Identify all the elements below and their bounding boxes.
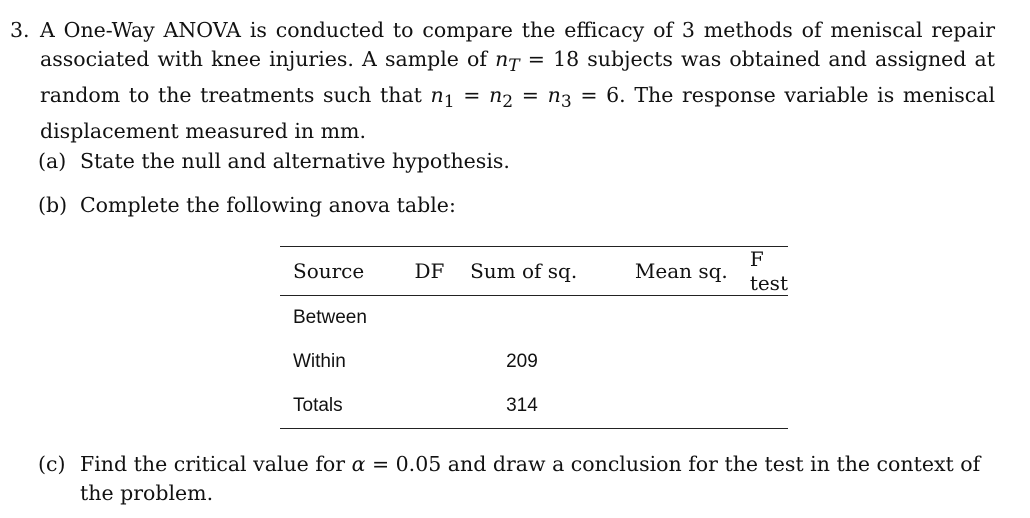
table-row-between xyxy=(280,296,788,341)
problem-3 xyxy=(10,16,995,146)
n3-symbol: n xyxy=(547,83,561,108)
anova-header-row xyxy=(280,247,788,296)
part-c xyxy=(38,450,988,508)
intro-text-2: = 18 subjects was obtained and assigned at random to the treatments such that xyxy=(40,47,995,108)
table-row-totals xyxy=(280,384,788,429)
cell-ms-within xyxy=(635,340,750,384)
equals-1: = xyxy=(454,83,490,108)
cell-ms-totals xyxy=(635,384,750,429)
cell-ss-between xyxy=(470,296,635,341)
n1-symbol: n xyxy=(430,83,444,108)
anova-table xyxy=(280,246,788,429)
alpha-symbol: α xyxy=(351,452,366,476)
cell-source-between: Between xyxy=(293,307,367,328)
equals-2: = xyxy=(513,83,548,108)
part-a xyxy=(38,147,988,176)
header-source: Source xyxy=(293,259,365,283)
header-mean-sq: Mean sq. xyxy=(634,259,728,283)
cell-df-within xyxy=(414,340,470,384)
intro-text-3: = 6. The response variable is meniscal displacement measured in mm. xyxy=(40,83,996,144)
part-b-text: Complete the following anova table: xyxy=(80,193,456,217)
problem-statement xyxy=(10,16,995,146)
problem-intro xyxy=(40,16,995,146)
n1-subscript: 1 xyxy=(443,92,455,113)
part-c-text-2: = 0.05 and draw a conclusion for the test in the context of the problem. xyxy=(80,452,981,505)
n3-subscript: 3 xyxy=(560,92,572,113)
cell-df-totals xyxy=(414,384,470,429)
cell-f-within xyxy=(750,340,788,384)
cell-f-totals xyxy=(750,384,788,429)
header-sum-of-sq: Sum of sq. xyxy=(470,259,578,283)
cell-source-totals: Totals xyxy=(293,395,343,416)
cell-ss-totals: 314 xyxy=(506,395,538,416)
part-b xyxy=(38,191,988,220)
part-c-text-1: Find the critical value for xyxy=(80,452,352,476)
table-row-within xyxy=(280,340,788,384)
n2-subscript: 2 xyxy=(502,92,514,113)
cell-df-between xyxy=(414,296,470,341)
n2-symbol: n xyxy=(489,83,503,108)
cell-ss-within: 209 xyxy=(506,351,538,372)
problem-number: 3. xyxy=(10,18,30,42)
n-total-subscript: T xyxy=(508,56,520,77)
header-f-test: F test xyxy=(749,247,788,295)
header-df: DF xyxy=(414,259,445,283)
cell-ms-between xyxy=(635,296,750,341)
part-c-label: (c) xyxy=(38,452,66,476)
part-a-label: (a) xyxy=(38,149,67,173)
cell-f-between xyxy=(750,296,788,341)
intro-text-1: A One-Way ANOVA is conducted to compare the efficacy of 3 methods of meniscal repair associated with knee injuries. A sample of xyxy=(40,18,995,71)
part-a-text: State the null and alternative hypothesis. xyxy=(80,149,510,173)
n-total-symbol: n xyxy=(495,47,509,71)
part-c-text xyxy=(80,450,988,508)
part-b-label: (b) xyxy=(38,193,68,217)
cell-source-within: Within xyxy=(293,351,346,372)
